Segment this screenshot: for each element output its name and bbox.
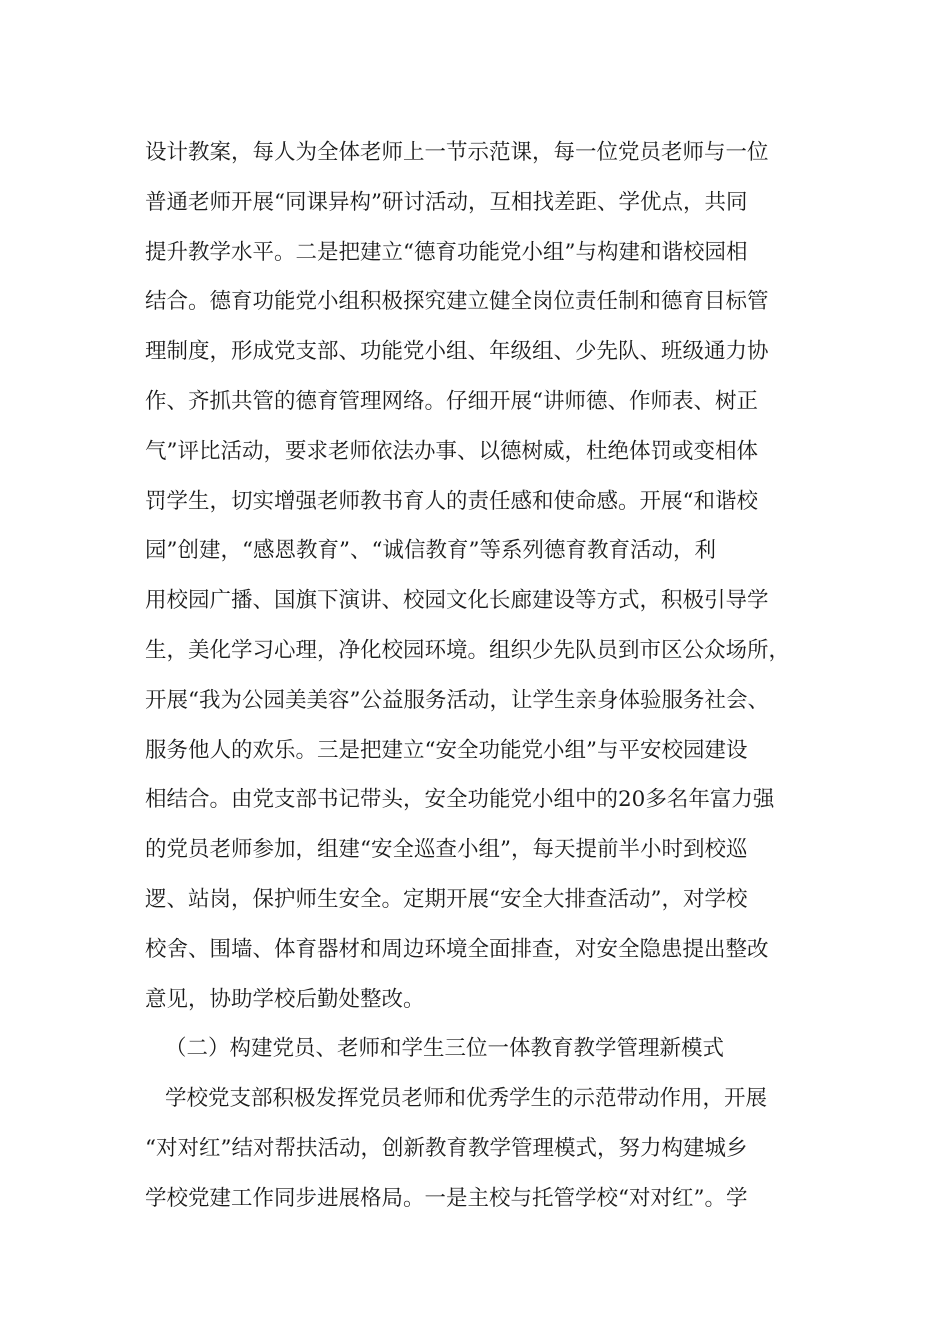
- paragraph-line: 学校党支部积极发挥党员老师和优秀学生的示范带动作用，开展: [165, 1086, 768, 1112]
- paragraph-line: “对对红”结对帮扶活动，创新教育教学管理模式，努力构建城乡: [145, 1135, 748, 1161]
- paragraph-line: 提升教学水平。二是把建立“德育功能党小组”与构建和谐校园相: [145, 239, 748, 265]
- paragraph-line: 理制度，形成党支部、功能党小组、年级组、少先队、班级通力协: [145, 339, 769, 365]
- paragraph-line: 普通老师开展“同课异构”研讨活动，互相找差距、学优点，共同: [145, 189, 748, 215]
- paragraph-line: 开展“我为公园美美容”公益服务活动，让学生亲身体验服务社会、: [145, 687, 769, 713]
- paragraph-line: 设计教案，每人为全体老师上一节示范课，每一位党员老师与一位: [145, 140, 769, 165]
- paragraph-line: 结合。德育功能党小组积极探究建立健全岗位责任制和德育目标管: [145, 289, 769, 315]
- paragraph-line: 校舍、围墙、体育器材和周边环境全面排查，对安全隐患提出整改: [145, 936, 769, 962]
- paragraph-line: 意见，协助学校后勤处整改。: [145, 986, 425, 1012]
- paragraph-line: 用校园广播、国旗下演讲、校园文化长廊建设等方式，积极引导学: [145, 588, 769, 614]
- paragraph-line: 园”创建，“感恩教育”、“诚信教育”等系列德育教育活动，利: [145, 538, 716, 564]
- document-body: [145, 128, 815, 1224]
- paragraph-line: 作、齐抓共管的德育管理网络。仔细开展“讲师德、作师表、树正: [145, 388, 758, 414]
- paragraph-line: 逻、站岗，保护师生安全。定期开展“安全大排查活动”，对学校: [145, 886, 748, 912]
- paragraph-line: 学校党建工作同步进展格局。一是主校与托管学校“对对红”。学: [145, 1185, 748, 1211]
- paragraph-line: 的党员老师参加，组建“安全巡查小组”，每天提前半小时到校巡: [145, 837, 748, 863]
- paragraph-line: 生，美化学习心理，净化校园环境。组织少先队员到市区公众场所，: [145, 637, 791, 663]
- paragraph-line: 罚学生，切实增强老师教书育人的责任感和使命感。开展“和谐校: [145, 488, 758, 514]
- paragraph-line: 气”评比活动，要求老师依法办事、以德树威，杜绝体罚或变相体: [145, 438, 758, 464]
- paragraph-line: 服务他人的欢乐。三是把建立“安全功能党小组”与平安校园建设: [145, 737, 748, 763]
- paragraph-line: 相结合。由党支部书记带头，安全功能党小组中的20多名年富力强: [145, 787, 775, 813]
- section-heading: （二）构建党员、老师和学生三位一体教育教学管理新模式: [165, 1036, 725, 1062]
